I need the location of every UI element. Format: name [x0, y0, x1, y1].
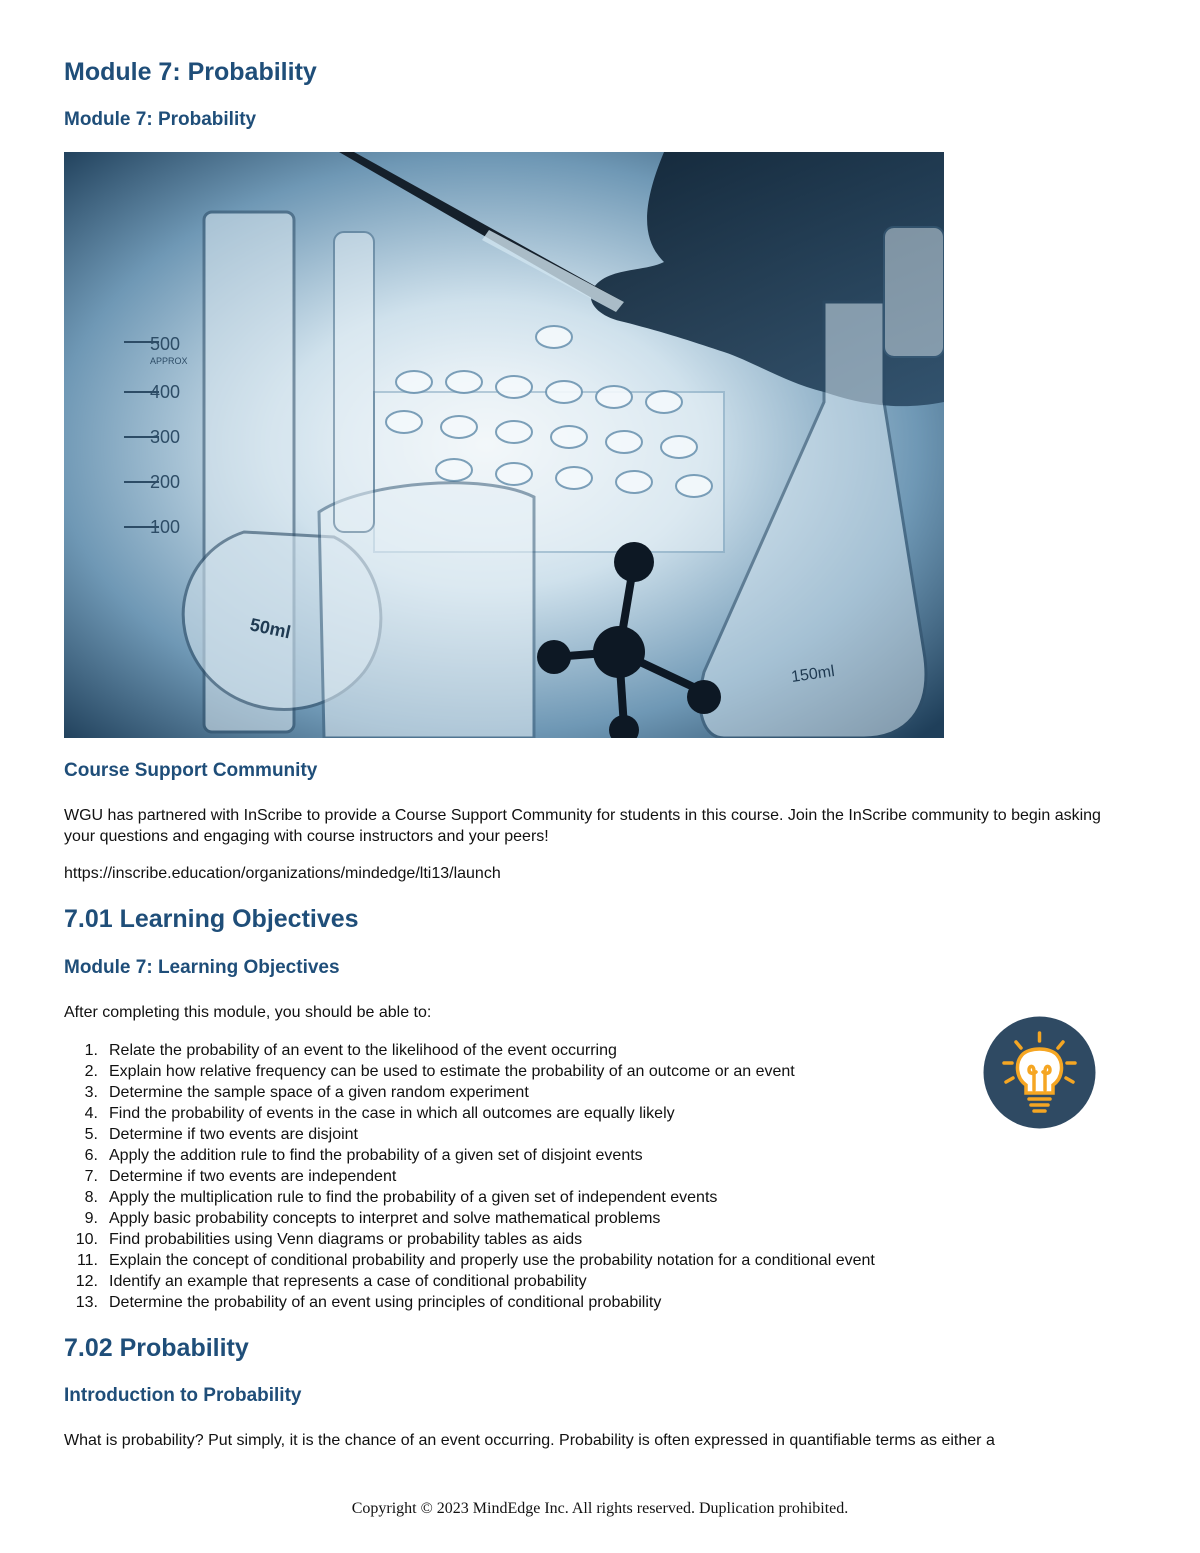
objective-text: Apply the addition rule to find the probability of a given set of disjoint events: [109, 1147, 643, 1164]
objective-text: Explain how relative frequency can be used to estimate the probability of an outcome or an event: [109, 1063, 795, 1080]
objective-number: 10.: [75, 1231, 98, 1248]
section-702-body: What is probability? Put simply, it is the chance of an event occurring. Probability is often expressed in quantifiable terms as either a: [64, 1432, 995, 1449]
page-title: Module 7: Probability: [64, 58, 317, 86]
objective-number: 2.: [84, 1063, 98, 1080]
objective-item: [64, 1250, 875, 1271]
cylinder-label-approx: APPROX: [150, 356, 188, 366]
objective-item: [64, 1061, 875, 1082]
support-heading: Course Support Community: [64, 760, 318, 781]
objective-text: Determine the sample space of a given random experiment: [109, 1084, 529, 1101]
page-subtitle: Module 7: Probability: [64, 109, 257, 130]
objective-item: [64, 1082, 875, 1103]
objective-text: Relate the probability of an event to the likelihood of the event occurring: [109, 1042, 617, 1059]
objective-text: Determine if two events are disjoint: [109, 1126, 358, 1143]
inscribe-link[interactable]: https://inscribe.education/organizations/mindedge/lti13/launch: [64, 865, 501, 882]
section-701-subheading: Module 7: Learning Objectives: [64, 957, 340, 978]
objective-item: [64, 1208, 875, 1229]
cylinder-label-300: 300: [150, 427, 181, 447]
support-link-line: [64, 863, 1134, 884]
objectives-list: [64, 1040, 875, 1313]
copyright-footer: Copyright © 2023 MindEdge Inc. All rights reserved. Duplication prohibited.: [351, 1500, 849, 1517]
lightbulb-icon: [982, 1015, 1097, 1130]
objective-item: [64, 1292, 875, 1313]
objective-number: 11.: [76, 1252, 98, 1269]
objective-text: Apply basic probability concepts to interpret and solve mathematical problems: [109, 1210, 661, 1227]
objective-text: Identify an example that represents a case of conditional probability: [109, 1273, 587, 1290]
flask-label-50ml: 50ml: [248, 614, 293, 643]
objective-item: [64, 1271, 875, 1292]
hero-image: [64, 152, 944, 738]
objective-item: [64, 1145, 875, 1166]
objective-number: 1.: [84, 1042, 98, 1059]
objective-item: [64, 1187, 875, 1208]
objective-number: 9.: [84, 1210, 98, 1227]
cylinder-label-100: 100: [150, 517, 181, 537]
support-body: WGU has partnered with InScribe to provide a Course Support Community for students in this course. Join the InScribe community to begin asking your questions and engaging with course instructors and your peers!: [64, 807, 1101, 845]
objectives-intro: After completing this module, you should be able to:: [64, 1004, 432, 1021]
objective-item: [64, 1166, 875, 1187]
objective-number: 6.: [84, 1147, 98, 1164]
cylinder-label-400: 400: [150, 382, 181, 402]
cylinder-label-200: 200: [150, 472, 181, 492]
cylinder-label-500: 500: [150, 334, 181, 354]
section-702-subheading: Introduction to Probability: [64, 1385, 302, 1406]
objective-text: Explain the concept of conditional probability and properly use the probability notation for a conditional event: [109, 1252, 875, 1269]
objective-number: 8.: [84, 1189, 98, 1206]
objective-number: 5.: [84, 1126, 98, 1143]
objective-text: Determine if two events are independent: [109, 1168, 397, 1185]
objective-item: [64, 1103, 875, 1124]
objective-number: 4.: [84, 1105, 98, 1122]
section-701-heading: 7.01 Learning Objectives: [64, 905, 359, 933]
objective-number: 7.: [84, 1168, 98, 1185]
objective-item: [64, 1124, 875, 1145]
objective-text: Find the probability of events in the case in which all outcomes are equally likely: [109, 1105, 675, 1122]
section-702-heading: 7.02 Probability: [64, 1334, 249, 1362]
objective-item: [64, 1229, 875, 1250]
flask-label-150ml: 150ml: [790, 663, 836, 686]
laboratory-glassware-illustration: [64, 152, 944, 738]
objective-number: 13.: [75, 1294, 98, 1311]
objective-text: Find probabilities using Venn diagrams or probability tables as aids: [109, 1231, 583, 1248]
objective-number: 3.: [84, 1084, 98, 1101]
objective-text: Determine the probability of an event using principles of conditional probability: [109, 1294, 662, 1311]
objective-text: Apply the multiplication rule to find the probability of a given set of independent events: [109, 1189, 718, 1206]
objective-item: [64, 1040, 875, 1061]
objective-number: 12.: [75, 1273, 98, 1290]
